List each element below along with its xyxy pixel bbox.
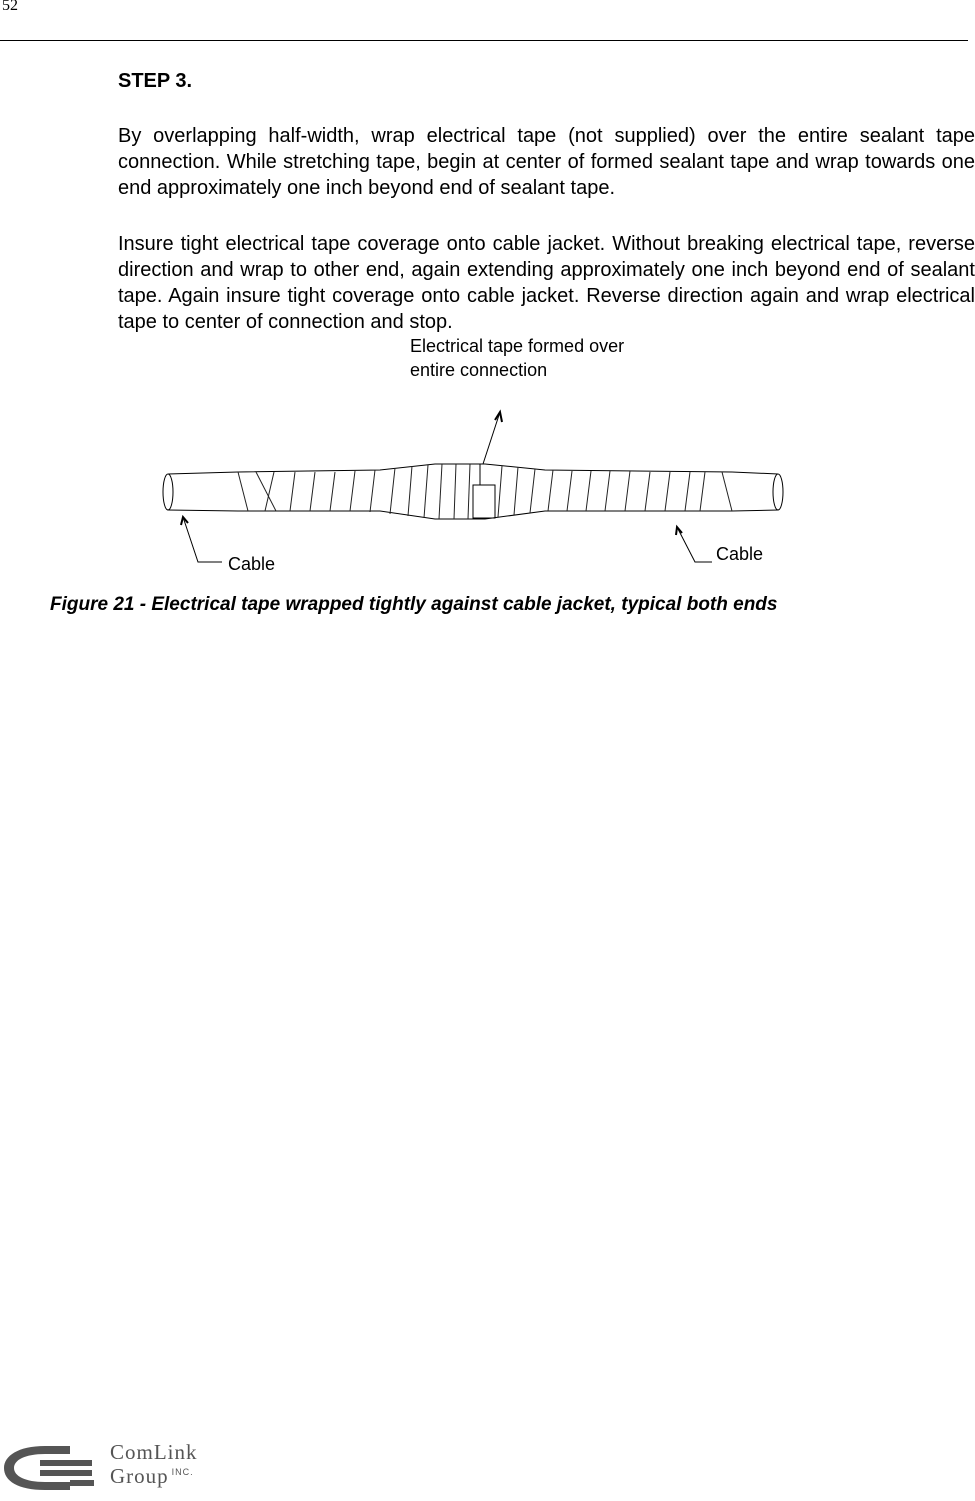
leader-left bbox=[183, 517, 222, 562]
label-electrical-tape: Electrical tape formed over entire connection bbox=[410, 336, 625, 380]
right-cable-end bbox=[773, 474, 783, 510]
logo-line2: Group bbox=[110, 1464, 169, 1488]
paragraph-1: By overlapping half-width, wrap electrical tape (not supplied) over the entire sealant tape connection. While stretching tape, begin at center of formed sealant tape and wrap towards one end approximately one inch beyond end of sealant tape. bbox=[118, 125, 975, 199]
paragraph-2: Insure tight electrical tape coverage onto cable jacket. Without breaking electrical tape, reverse direction and wrap to other end, again extending approximately one inch beyond end of sealant tape. Again insure tight coverage onto cable jacket. Reverse direction again and wrap electrical tape to center of connection and stop. bbox=[118, 233, 975, 333]
step-heading: STEP 3. bbox=[118, 70, 193, 92]
figure-21 bbox=[150, 330, 800, 590]
center-seam bbox=[473, 485, 495, 518]
cable-drawing bbox=[150, 330, 800, 590]
tape-top-edge bbox=[238, 464, 732, 472]
left-cable-end bbox=[163, 474, 173, 510]
header-rule bbox=[0, 40, 968, 41]
label-cable-right: Cable bbox=[716, 544, 764, 564]
comlink-logo bbox=[0, 1436, 230, 1496]
figure-caption: Figure 21 - Electrical tape wrapped tightly against cable jacket, typical both ends bbox=[50, 594, 778, 615]
logo-line1: ComLink bbox=[110, 1440, 198, 1464]
page-number: 52 bbox=[2, 0, 18, 14]
leader-top bbox=[483, 412, 500, 464]
logo-suffix: INC. bbox=[171, 1467, 194, 1477]
label-cable-left: Cable bbox=[228, 554, 276, 574]
